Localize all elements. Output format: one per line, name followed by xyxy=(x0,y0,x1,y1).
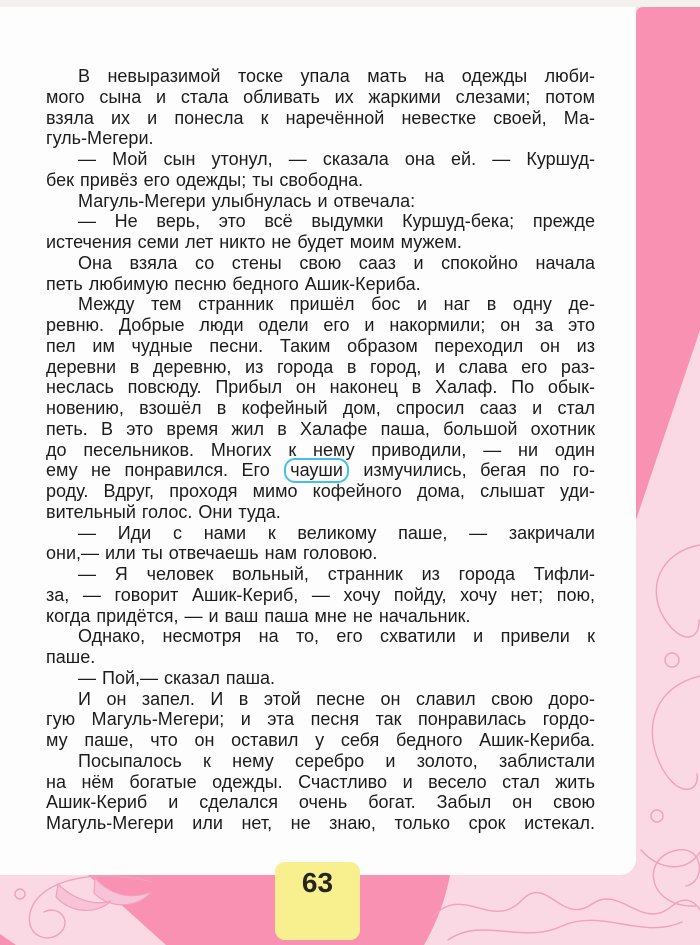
text-line: роду. Вдруг, проходя мимо кофейного дома, слышат уди- xyxy=(46,481,595,501)
text-line: петь любимую песню бедного Ашик-Кериба. xyxy=(46,273,421,294)
text-line: И он запел. И в этой песне он славил свою доро- xyxy=(78,688,595,709)
text-line: мого сына и стала обливать их жаркими слезами; потом xyxy=(46,86,595,107)
text-line: вительный голос. Они туда. xyxy=(46,501,281,522)
text-line: на нём богатые одежды. Счастливо и весело стал жить xyxy=(46,771,595,792)
text-line: гую Магуль-Мегери; и эта песня так понравилась гордо- xyxy=(46,709,595,730)
text-line: за, — говорит Ашик-Кериб, — хочу пойду, хочу нет; пою, xyxy=(46,584,595,605)
text-line: гуль-Мегери. xyxy=(46,128,154,149)
story-text xyxy=(46,66,595,834)
text-line: — Иди с нами к великому паше, — закричали xyxy=(78,522,595,543)
highlighted-word-capsule: чауши xyxy=(284,458,349,483)
text-line: новению, взошёл в кофейный дом, спросил сааз и стал xyxy=(46,398,595,418)
text-line: Магуль-Мегери или нет, не знаю, только срок истекал. xyxy=(46,813,595,833)
text-line: пел им чудные песни. Таким образом переходил он из xyxy=(46,335,595,356)
text-line: ревню. Добрые люди одели его и накормили; он за это xyxy=(46,315,595,335)
text-line: взяла их и понесла к наречённой невестке своей, Ма- xyxy=(46,107,595,128)
text-line: Ашик-Кериб и сделался очень богат. Забыл он свою xyxy=(46,792,595,813)
text-line: до песельников. Многих к нему приводили, — ни один xyxy=(46,439,595,460)
text-line: — Не верь, это всё выдумки Куршуд-бека; прежде xyxy=(78,211,595,232)
text-line: неслась повсюду. Прибыл он наконец в Халаф. По обык- xyxy=(46,377,595,398)
text-line: му паше, что он оставил у себя бедного Ашик-Кериба. xyxy=(46,730,595,750)
scan-edge-strip xyxy=(0,0,700,7)
text-line: паше. xyxy=(46,647,96,667)
text-line: Магуль-Мегери улыбнулась и отвечала: xyxy=(78,190,416,211)
text-line: бек привёз его одежды; ты свободна. xyxy=(46,169,364,190)
text-line: Она взяла со стены свою сааз и спокойно начала xyxy=(78,252,595,273)
page-number: 63 xyxy=(301,867,334,898)
text-line: Посыпалось к нему серебро и золото, заблистали xyxy=(78,750,595,771)
text-line: — Я человек вольный, странник из города Тифли- xyxy=(78,564,595,584)
text-line: Между тем странник пришёл бос и наг в одну де- xyxy=(78,294,595,315)
text-line: истечения семи лет никто не будет моим мужем. xyxy=(46,232,462,252)
text-line: ему не понравился. Его чауши измучились, бегая по го- xyxy=(46,460,595,481)
text-line: Однако, несмотря на то, его схватили и привели к xyxy=(78,626,595,647)
text-line: петь. В это время жил в Халафе паша, большой охотник xyxy=(46,418,595,439)
page-number-badge xyxy=(275,862,360,940)
text-line: — Мой сын утонул, — сказала она ей. — Куршуд- xyxy=(78,149,595,169)
text-line: они,— или ты отвечаешь нам головою. xyxy=(46,543,378,564)
text-line: В невыразимой тоске упала мать на одежды люби- xyxy=(78,66,595,86)
text-line: деревни в деревню, из города в город, и слава его раз- xyxy=(46,356,595,377)
text-line: когда придётся, — и ваш паша мне не начальник. xyxy=(46,605,471,626)
text-line: — Пой,— сказал паша. xyxy=(78,667,276,688)
